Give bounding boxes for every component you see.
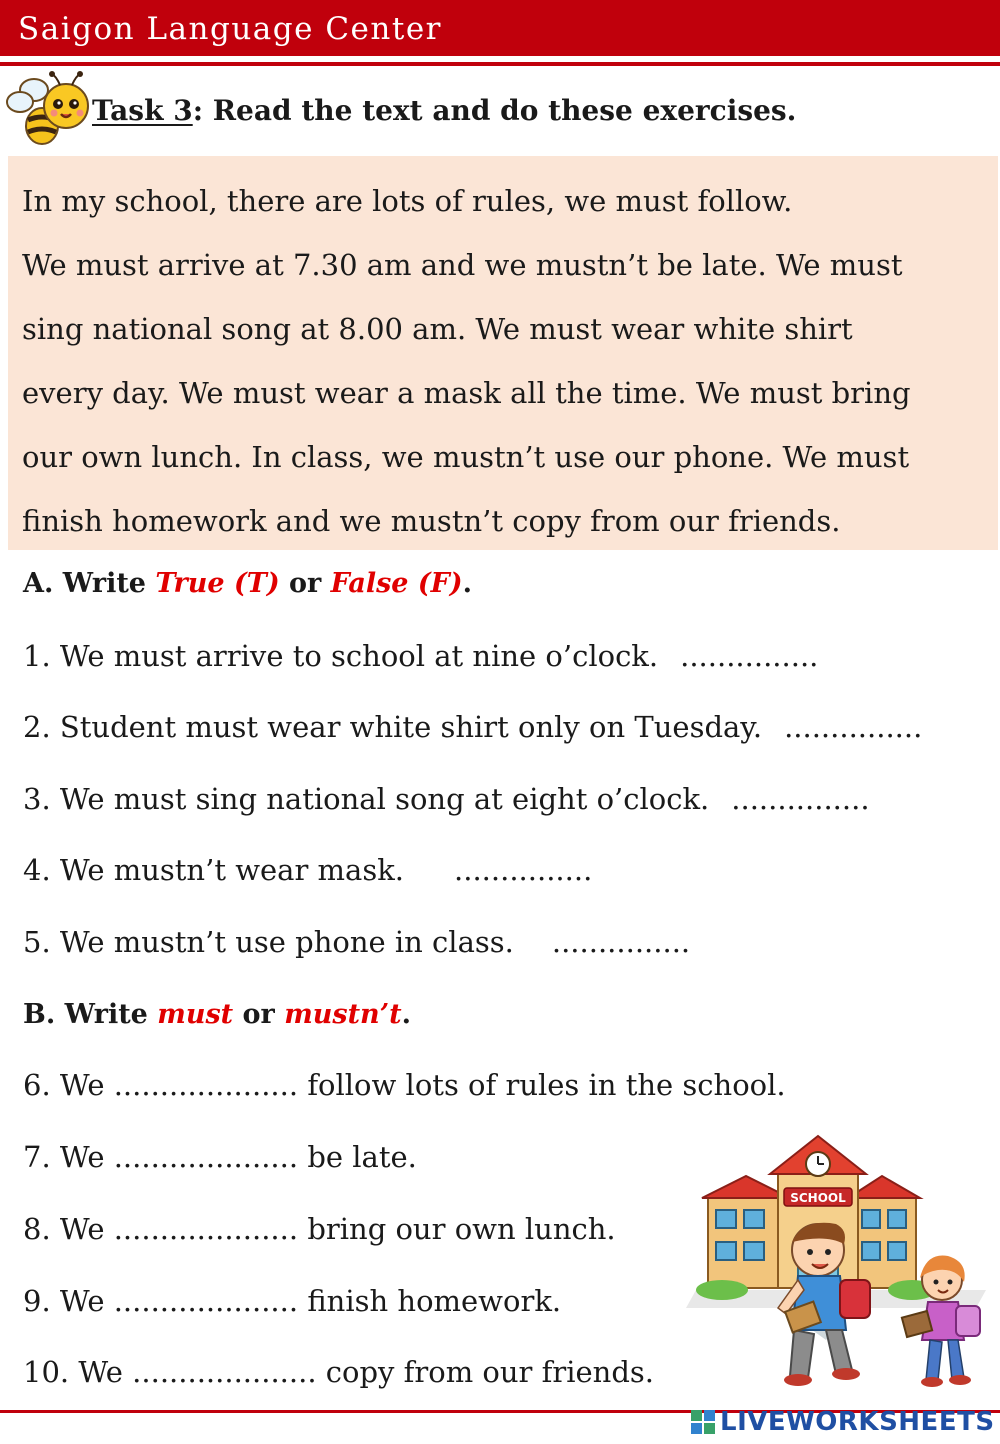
reading-line: We must arrive at 7.30 am and we mustn’t be late. We must <box>22 248 903 282</box>
section-b-or: or <box>233 999 285 1030</box>
section-b-heading <box>23 1001 411 1028</box>
section-a-period: . <box>462 568 472 599</box>
question-5 <box>23 925 691 959</box>
question-text: 4. We mustn’t wear mask. <box>23 853 405 887</box>
question-8 <box>23 1212 616 1246</box>
task-instruction: : Read the text and do these exercises. <box>192 94 797 127</box>
header-title: Saigon Language Center <box>18 11 442 47</box>
answer-blank[interactable]: ............... <box>784 710 923 744</box>
must-option: must <box>157 999 234 1030</box>
header-rule <box>0 62 1000 66</box>
section-b-prefix: B. Write <box>23 999 158 1030</box>
question-text: copy from our friends. <box>325 1355 654 1389</box>
question-text: 3. We must sing national song at eight o’clock. <box>23 782 710 816</box>
answer-blank[interactable]: ............... <box>680 639 819 673</box>
question-2 <box>23 710 923 744</box>
question-number: 7. We <box>23 1140 105 1174</box>
true-option: True (T) <box>155 568 280 599</box>
false-option: False (F) <box>330 568 463 599</box>
question-text: 5. We mustn’t use phone in class. <box>23 925 514 959</box>
question-1 <box>23 639 819 673</box>
logo-text: LIVEWORKSHEETS <box>720 1407 995 1437</box>
question-text: 1. We must arrive to school at nine o’clock. <box>23 639 659 673</box>
question-10 <box>23 1355 654 1389</box>
question-number: 10. We <box>23 1355 123 1389</box>
question-4 <box>23 853 593 887</box>
question-7 <box>23 1140 417 1174</box>
fill-blank[interactable]: .................... <box>132 1355 317 1389</box>
question-text: be late. <box>307 1140 417 1174</box>
fill-blank[interactable]: .................... <box>113 1140 299 1174</box>
question-number: 6. We <box>23 1068 105 1102</box>
question-number: 9. We <box>23 1284 105 1318</box>
question-3 <box>23 782 870 816</box>
reading-line: every day. We must wear a mask all the time. We must bring <box>22 376 911 410</box>
fill-blank[interactable]: .................... <box>113 1284 299 1318</box>
bee-icon <box>4 68 92 150</box>
logo-mark-icon <box>690 1408 718 1436</box>
section-a-prefix: A. Write <box>23 568 156 599</box>
reading-line: finish homework and we mustn’t copy from our friends. <box>22 504 841 538</box>
reading-line: our own lunch. In class, we mustn’t use our phone. We must <box>22 440 910 474</box>
section-b-period: . <box>401 999 411 1030</box>
mustnt-option: mustn’t <box>284 999 402 1030</box>
answer-blank[interactable]: ............... <box>454 853 593 887</box>
header-bar <box>0 0 1000 56</box>
school-illustration <box>686 1130 992 1396</box>
section-a-heading <box>23 570 472 597</box>
question-9 <box>23 1284 562 1318</box>
section-a-or: or <box>279 568 331 599</box>
question-text: bring our own lunch. <box>307 1212 616 1246</box>
question-text: 2. Student must wear white shirt only on Tuesday. <box>23 710 763 744</box>
liveworksheets-logo[interactable] <box>690 1406 996 1438</box>
answer-blank[interactable]: ............... <box>731 782 870 816</box>
answer-blank[interactable]: ............... <box>551 925 691 959</box>
task-heading <box>92 96 796 127</box>
question-6 <box>23 1068 786 1102</box>
reading-line: In my school, there are lots of rules, we must follow. <box>22 184 793 218</box>
question-text: follow lots of rules in the school. <box>307 1068 786 1102</box>
question-text: finish homework. <box>307 1284 562 1318</box>
school-sign: SCHOOL <box>790 1191 846 1205</box>
fill-blank[interactable]: .................... <box>113 1212 299 1246</box>
reading-line: sing national song at 8.00 am. We must wear white shirt <box>22 312 853 346</box>
fill-blank[interactable]: .................... <box>113 1068 299 1102</box>
question-number: 8. We <box>23 1212 105 1246</box>
task-label: Task 3 <box>92 94 193 127</box>
